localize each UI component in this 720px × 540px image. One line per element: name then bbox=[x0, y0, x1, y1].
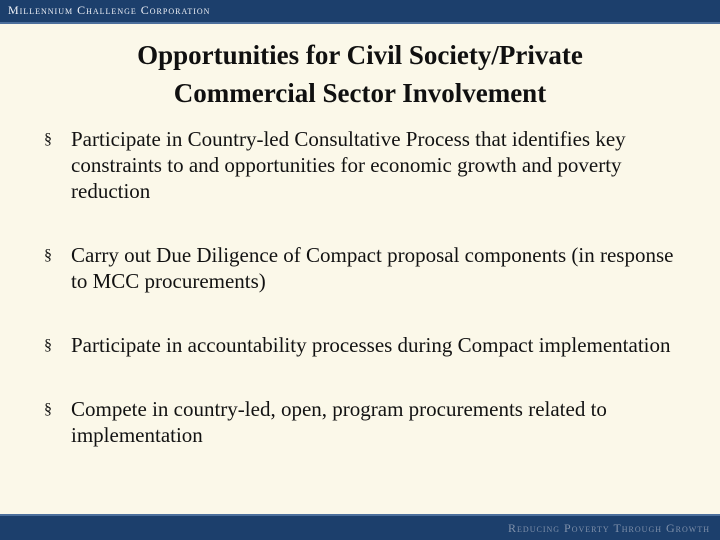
bullet-marker-icon: § bbox=[44, 247, 52, 264]
bullet-marker-icon: § bbox=[44, 131, 52, 148]
bullet-item bbox=[44, 126, 694, 204]
footer-bar bbox=[0, 516, 720, 540]
bullet-item bbox=[44, 242, 694, 294]
slide-title-line-2: Commercial Sector Involvement bbox=[173, 78, 547, 108]
bullet-item bbox=[44, 332, 694, 358]
slide-title bbox=[0, 36, 720, 112]
bullet-text: Compete in country-led, open, program procurements related to implementation bbox=[71, 397, 607, 447]
slide-title-line-1: Opportunities for Civil Society/Private bbox=[137, 40, 583, 70]
bullet-list bbox=[44, 126, 694, 448]
footer-tagline: Reducing Poverty Through Growth bbox=[508, 521, 710, 535]
bullet-marker-icon: § bbox=[44, 337, 52, 354]
bullet-text: Carry out Due Diligence of Compact proposal components (in response to MCC procurements) bbox=[71, 243, 674, 293]
bullet-item bbox=[44, 396, 694, 448]
bullet-text: Participate in Country-led Consultative Process that identifies key constraints to and opportunities for economic growth and poverty reduction bbox=[71, 127, 626, 203]
bullet-text: Participate in accountability processes during Compact implementation bbox=[71, 333, 671, 357]
bullet-marker-icon: § bbox=[44, 401, 52, 418]
organization-name: Millennium Challenge Corporation bbox=[8, 3, 211, 17]
header-bar bbox=[0, 0, 720, 22]
